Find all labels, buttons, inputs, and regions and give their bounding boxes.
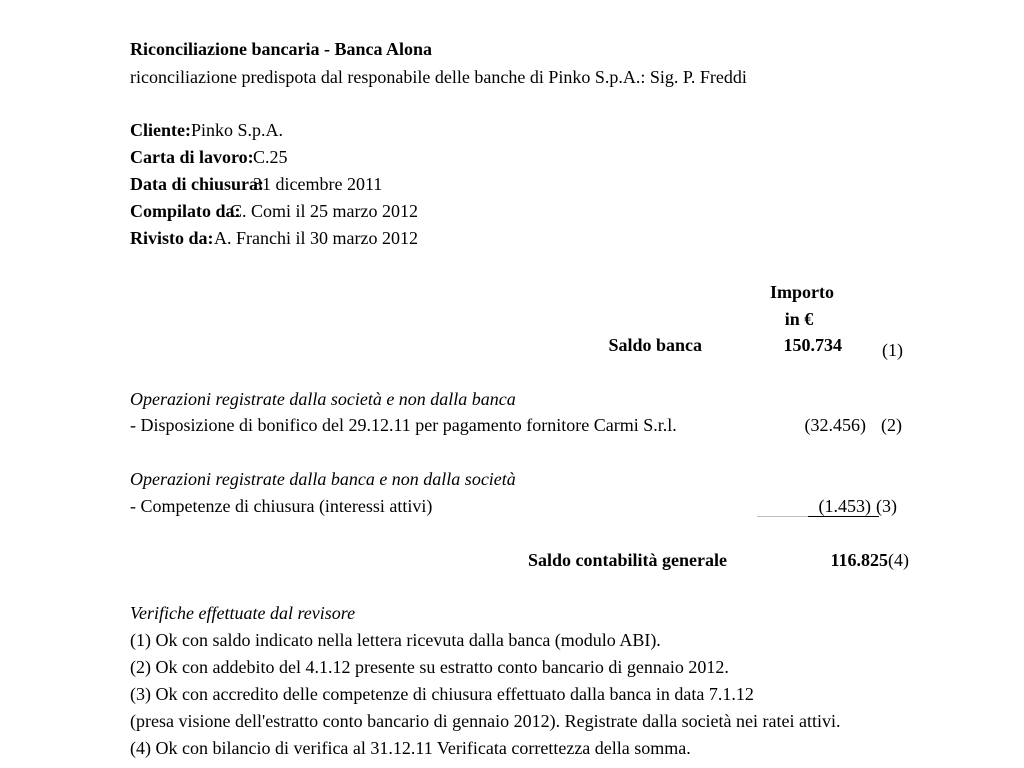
carta-di-lavoro-label: Carta di lavoro: (130, 147, 254, 167)
cliente-value: Pinko S.p.A. (191, 120, 284, 140)
saldo-banca-label: Saldo banca (608, 335, 702, 355)
document-title: Riconciliazione bancaria - Banca Alona (130, 39, 433, 59)
saldo-contabilita-value: 116.825 (830, 550, 888, 570)
section2-value: (1.453) (818, 496, 871, 516)
cliente-label: Cliente: (130, 120, 191, 140)
data-di-chiusura-label: Data di chiusura: (130, 174, 265, 194)
verifica-line-1: (1) Ok con saldo indicato nella lettera ricevuta dalla banca (modulo ABI). (130, 630, 661, 650)
section1-value: (32.456) (804, 415, 866, 435)
rivisto-da-value: A. Franchi il 30 marzo 2012 (214, 228, 418, 248)
verifiche-title: Verifiche effettuate dal revisore (130, 603, 356, 623)
rivisto-da-label: Rivisto da: (130, 228, 214, 248)
compilato-da-label: Compilato da: (130, 201, 241, 221)
importo-header-line2: in € (784, 309, 814, 329)
section1-title: Operazioni registrate dalla società e non dalla banca (130, 389, 516, 409)
carta-di-lavoro-value: C.25 (253, 147, 288, 167)
section1-item: - Disposizione di bonifico del 29.12.11 per pagamento fornitore Carmi S.r.l. (130, 415, 677, 435)
section2-title: Operazioni registrate dalla banca e non dalla società (130, 469, 516, 489)
data-di-chiusura-value: 31 dicembre 2011 (253, 174, 383, 194)
verifica-line-3: (3) Ok con accredito delle competenze di chiusura effettuato dalla banca in data 7.1.12 (130, 684, 754, 704)
section2-ref: (3) (876, 496, 897, 516)
compilato-da-value: C. Comi il 25 marzo 2012 (230, 201, 418, 221)
section2-item: - Competenze di chiusura (interessi attivi) (130, 496, 433, 516)
importo-header-line1: Importo (770, 282, 834, 302)
saldo-contabilita-label: Saldo contabilità generale (528, 550, 727, 570)
verifica-line-4: (presa visione dell'estratto conto bancario di gennaio 2012). Registrate dalla società nei ratei attivi. (130, 711, 841, 731)
document-subtitle: riconciliazione predispota dal responabile delle banche di Pinko S.p.A.: Sig. P. Freddi (130, 67, 747, 87)
saldo-contabilita-ref: (4) (888, 550, 909, 570)
saldo-banca-ref: (1) (882, 340, 903, 360)
verifica-line-5: (4) Ok con bilancio di verifica al 31.12.11 Verificata correttezza della somma. (130, 738, 691, 758)
verifica-line-2: (2) Ok con addebito del 4.1.12 presente su estratto conto bancario di gennaio 2012. (130, 657, 729, 677)
saldo-banca-value: 150.734 (783, 335, 842, 355)
section1-ref: (2) (881, 415, 902, 435)
value-underline (808, 516, 879, 517)
